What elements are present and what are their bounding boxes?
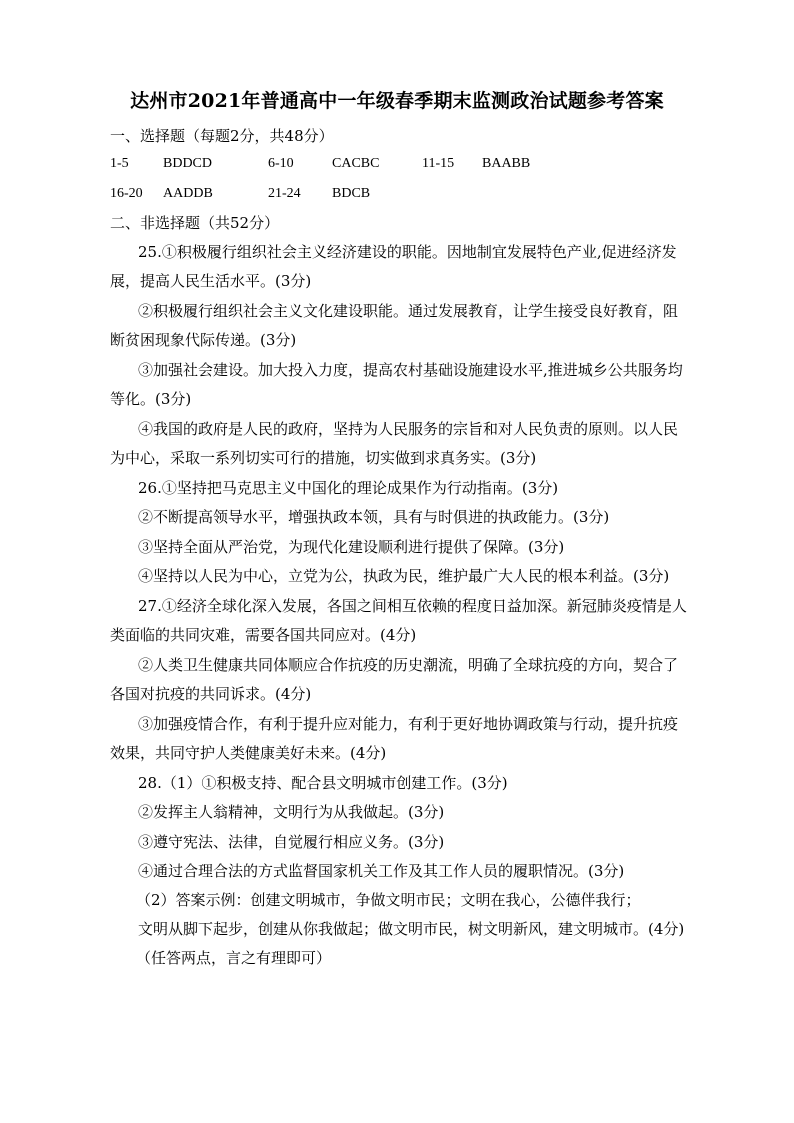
answer-keys: BDDCD [163,156,213,171]
answer-range: 1-5 [110,156,129,171]
answer-keys: BAABB [482,156,531,171]
answer-range: 11-15 [422,156,455,171]
text-line: （2）答案示例：创建文明城市，争做文明市民；文明在我心，公德伴我行； [136,891,641,909]
text-line: 28.（1）①积极支持、配合县文明城市创建工作。(3分) [138,774,508,792]
text-line: 断贫困现象代际传递。(3分) [110,331,297,349]
text-line: 25.①积极履行组织社会主义经济建设的职能。因地制宜发展特色产业,促进经济发 [138,243,677,261]
text-line: ③坚持全面从严治党，为现代化建设顺利进行提供了保障。(3分) [138,538,565,556]
text-line: 为中心，采取一系列切实可行的措施，切实做到求真务实。(3分) [110,449,537,467]
text-line: ④我国的政府是人民的政府，坚持为人民服务的宗旨和对人民负责的原则。以人民 [138,420,679,438]
text-line: 展，提高人民生活水平。(3分) [110,272,312,290]
text-line: 等化。(3分) [110,390,192,408]
answer-range: 21-24 [268,186,301,201]
section1-heading: 一、选择题（每题2分，共48分） [110,127,334,145]
text-line: ②发挥主人翁精神，文明行为从我做起。(3分) [138,803,445,821]
answer-range: 6-10 [268,156,294,171]
section2-heading: 二、非选择题（共52分） [110,214,280,232]
text-line: 类面临的共同灾难，需要各国共同应对。(4分) [110,626,417,644]
text-line: ③加强疫情合作，有利于提升应对能力，有利于更好地协调政策与行动，提升抗疫 [138,715,679,733]
text-line: ③遵守宪法、法律，自觉履行相应义务。(3分) [138,833,445,851]
answer-keys: AADDB [163,186,213,201]
text-line: ③加强社会建设。加大投入力度，提高农村基础设施建设水平,推进城乡公共服务均 [138,361,683,379]
text-line: 27.①经济全球化深入发展，各国之间相互依赖的程度日益加深。新冠肺炎疫情是人 [138,597,687,615]
answer-keys: BDCB [332,186,371,201]
text-line: ④通过合理合法的方式监督国家机关工作及其工作人员的履职情况。(3分) [138,862,625,880]
text-line: ②不断提高领导水平，增强执政本领，具有与时俱进的执政能力。(3分) [138,508,610,526]
answer-range: 16-20 [110,186,143,201]
page-title: 达州市2021年普通高中一年级春季期末监测政治试题参考答案 [130,90,664,112]
text-line: ②人类卫生健康共同体顺应合作抗疫的历史潮流，明确了全球抗疫的方向，契合了 [138,656,679,674]
text-line: 26.①坚持把马克思主义中国化的理论成果作为行动指南。(3分) [138,479,559,497]
text-line: ④坚持以人民为中心，立党为公，执政为民，维护最广大人民的根本利益。(3分) [138,567,670,585]
text-line: 效果，共同守护人类健康美好未来。(4分) [110,744,387,762]
text-line: ②积极履行组织社会主义文化建设职能。通过发展教育，让学生接受良好教育，阻 [138,302,679,320]
text-line: 各国对抗疫的共同诉求。(4分) [110,685,312,703]
text-line: （任答两点，言之有理即可） [136,949,332,967]
answer-keys: CACBC [332,156,380,171]
text-line: 文明从脚下起步，创建从你我做起；做文明市民，树文明新风，建文明城市。(4分) [138,920,685,938]
